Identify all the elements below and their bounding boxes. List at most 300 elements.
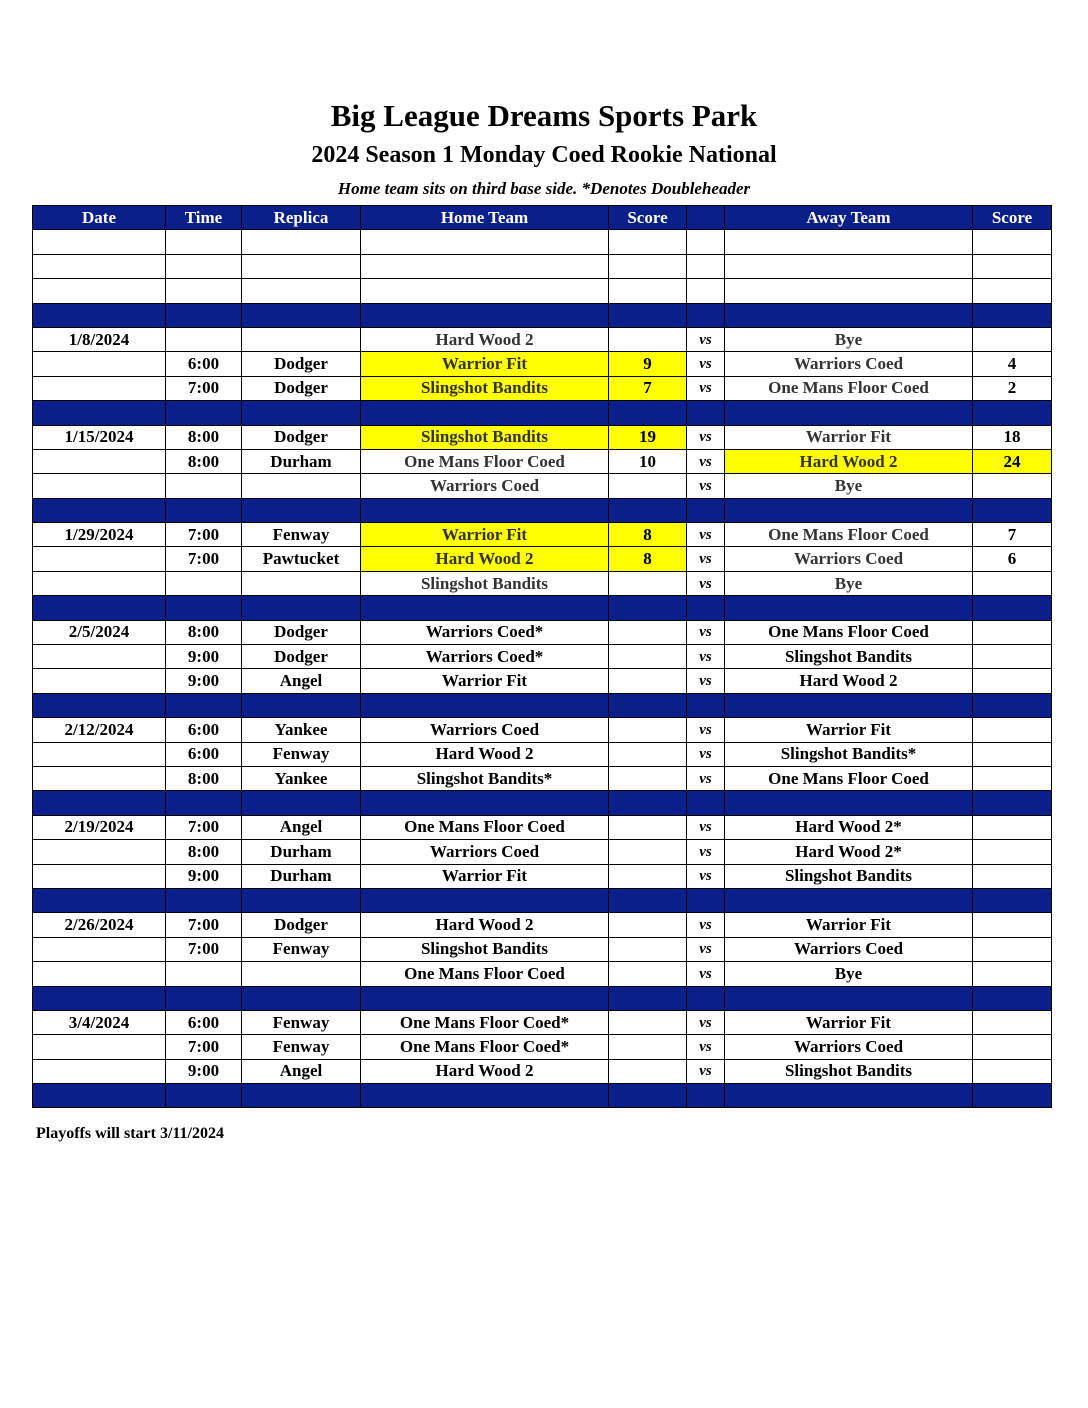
vs-cell: vs	[687, 1059, 725, 1083]
away-score-cell	[973, 230, 1052, 254]
away-score-cell	[973, 498, 1052, 522]
away-team-cell: Slingshot Bandits	[725, 1059, 973, 1083]
home-team-cell: Warrior Fit	[361, 864, 609, 888]
replica-cell	[242, 254, 361, 278]
header-home-score: Score	[609, 206, 687, 230]
replica-cell: Durham	[242, 864, 361, 888]
home-team-cell	[361, 1084, 609, 1108]
home-score-cell	[609, 815, 687, 839]
away-team-cell: Hard Wood 2	[725, 449, 973, 473]
date-separator-row	[33, 596, 1052, 620]
vs-cell	[687, 596, 725, 620]
away-team-cell: One Mans Floor Coed	[725, 523, 973, 547]
date-cell: 1/29/2024	[33, 523, 166, 547]
home-team-cell: Warriors Coed	[361, 718, 609, 742]
time-cell: 7:00	[166, 1035, 242, 1059]
home-score-cell	[609, 791, 687, 815]
replica-cell	[242, 986, 361, 1010]
time-cell: 8:00	[166, 766, 242, 790]
game-row	[33, 669, 1052, 693]
time-cell	[166, 498, 242, 522]
vs-cell	[687, 254, 725, 278]
home-score-cell	[609, 693, 687, 717]
time-cell	[166, 1084, 242, 1108]
away-team-cell: Warriors Coed	[725, 937, 973, 961]
home-team-cell: Hard Wood 2	[361, 742, 609, 766]
date-cell	[33, 937, 166, 961]
away-team-cell: One Mans Floor Coed	[725, 620, 973, 644]
home-team-cell	[361, 254, 609, 278]
date-cell	[33, 498, 166, 522]
time-cell	[166, 888, 242, 912]
game-row	[33, 913, 1052, 937]
date-separator-row	[33, 303, 1052, 327]
replica-cell: Yankee	[242, 718, 361, 742]
replica-cell: Dodger	[242, 645, 361, 669]
date-separator-row	[33, 888, 1052, 912]
replica-cell	[242, 327, 361, 351]
home-score-cell: 7	[609, 376, 687, 400]
away-score-cell	[973, 645, 1052, 669]
time-cell: 7:00	[166, 913, 242, 937]
home-score-cell	[609, 571, 687, 595]
date-cell	[33, 376, 166, 400]
vs-cell: vs	[687, 327, 725, 351]
time-cell	[166, 401, 242, 425]
vs-cell	[687, 498, 725, 522]
away-score-cell	[973, 766, 1052, 790]
time-cell: 9:00	[166, 669, 242, 693]
time-cell	[166, 279, 242, 303]
blank-row	[33, 230, 1052, 254]
away-score-cell: 24	[973, 449, 1052, 473]
replica-cell	[242, 791, 361, 815]
replica-cell: Fenway	[242, 1010, 361, 1034]
time-cell: 9:00	[166, 1059, 242, 1083]
away-team-cell: Warrior Fit	[725, 718, 973, 742]
time-cell: 6:00	[166, 742, 242, 766]
header-time: Time	[166, 206, 242, 230]
home-score-cell	[609, 620, 687, 644]
game-row	[33, 523, 1052, 547]
time-cell	[166, 986, 242, 1010]
home-team-cell: Hard Wood 2	[361, 547, 609, 571]
away-score-cell: 4	[973, 352, 1052, 376]
time-cell: 6:00	[166, 1010, 242, 1034]
replica-cell: Fenway	[242, 1035, 361, 1059]
vs-cell: vs	[687, 815, 725, 839]
away-score-cell	[973, 1035, 1052, 1059]
date-cell	[33, 693, 166, 717]
replica-cell: Fenway	[242, 937, 361, 961]
home-team-cell: Warriors Coed	[361, 474, 609, 498]
time-cell: 8:00	[166, 620, 242, 644]
game-row	[33, 474, 1052, 498]
replica-cell	[242, 230, 361, 254]
home-team-cell	[361, 303, 609, 327]
away-score-cell	[973, 327, 1052, 351]
home-team-cell	[361, 401, 609, 425]
home-team-cell: Warrior Fit	[361, 523, 609, 547]
replica-cell	[242, 303, 361, 327]
time-cell: 9:00	[166, 864, 242, 888]
time-cell	[166, 474, 242, 498]
vs-cell: vs	[687, 620, 725, 644]
blank-row	[33, 279, 1052, 303]
away-team-cell	[725, 230, 973, 254]
game-row	[33, 937, 1052, 961]
vs-cell: vs	[687, 645, 725, 669]
vs-cell	[687, 693, 725, 717]
time-cell	[166, 230, 242, 254]
game-row	[33, 547, 1052, 571]
away-team-cell: Hard Wood 2*	[725, 815, 973, 839]
replica-cell: Yankee	[242, 766, 361, 790]
date-cell	[33, 766, 166, 790]
vs-cell: vs	[687, 376, 725, 400]
time-cell: 9:00	[166, 645, 242, 669]
replica-cell: Angel	[242, 815, 361, 839]
home-team-cell: Hard Wood 2	[361, 327, 609, 351]
replica-cell	[242, 962, 361, 986]
home-score-cell: 8	[609, 523, 687, 547]
home-team-cell: One Mans Floor Coed*	[361, 1035, 609, 1059]
replica-cell: Fenway	[242, 523, 361, 547]
date-cell: 2/19/2024	[33, 815, 166, 839]
vs-cell: vs	[687, 937, 725, 961]
home-team-cell: One Mans Floor Coed	[361, 962, 609, 986]
date-cell	[33, 279, 166, 303]
date-cell	[33, 449, 166, 473]
vs-cell	[687, 230, 725, 254]
game-row	[33, 1059, 1052, 1083]
date-cell	[33, 864, 166, 888]
date-cell	[33, 645, 166, 669]
away-team-cell	[725, 791, 973, 815]
time-cell: 6:00	[166, 352, 242, 376]
away-team-cell: Bye	[725, 474, 973, 498]
time-cell: 7:00	[166, 523, 242, 547]
table-header-row	[33, 206, 1052, 230]
away-team-cell	[725, 693, 973, 717]
date-separator-row	[33, 401, 1052, 425]
home-score-cell	[609, 303, 687, 327]
home-team-cell: Warriors Coed	[361, 840, 609, 864]
home-score-cell	[609, 474, 687, 498]
date-separator-row	[33, 693, 1052, 717]
home-score-cell	[609, 1010, 687, 1034]
replica-cell: Dodger	[242, 425, 361, 449]
vs-cell	[687, 303, 725, 327]
away-team-cell	[725, 254, 973, 278]
date-separator-row	[33, 498, 1052, 522]
home-team-cell: Warriors Coed*	[361, 620, 609, 644]
away-score-cell	[973, 254, 1052, 278]
vs-cell: vs	[687, 547, 725, 571]
away-score-cell	[973, 474, 1052, 498]
away-score-cell: 18	[973, 425, 1052, 449]
away-team-cell: Hard Wood 2	[725, 669, 973, 693]
time-cell: 7:00	[166, 937, 242, 961]
date-separator-row	[33, 791, 1052, 815]
away-score-cell	[973, 815, 1052, 839]
time-cell: 7:00	[166, 547, 242, 571]
home-team-cell	[361, 986, 609, 1010]
game-row	[33, 815, 1052, 839]
schedule-body	[33, 230, 1052, 1108]
home-score-cell	[609, 718, 687, 742]
home-team-cell	[361, 498, 609, 522]
vs-cell: vs	[687, 449, 725, 473]
game-row	[33, 864, 1052, 888]
vs-cell	[687, 888, 725, 912]
home-score-cell	[609, 766, 687, 790]
home-score-cell	[609, 937, 687, 961]
vs-cell: vs	[687, 840, 725, 864]
replica-cell	[242, 571, 361, 595]
time-cell	[166, 327, 242, 351]
vs-cell	[687, 791, 725, 815]
vs-cell: vs	[687, 669, 725, 693]
date-cell: 1/15/2024	[33, 425, 166, 449]
home-team-cell: One Mans Floor Coed	[361, 815, 609, 839]
home-team-cell	[361, 888, 609, 912]
home-team-cell: Slingshot Bandits	[361, 376, 609, 400]
away-score-cell: 2	[973, 376, 1052, 400]
home-score-cell	[609, 1035, 687, 1059]
page-subtitle: 2024 Season 1 Monday Coed Rookie National	[311, 142, 777, 168]
game-row	[33, 352, 1052, 376]
away-score-cell	[973, 571, 1052, 595]
blank-row	[33, 254, 1052, 278]
vs-cell: vs	[687, 766, 725, 790]
away-team-cell	[725, 888, 973, 912]
date-cell	[33, 254, 166, 278]
replica-cell: Dodger	[242, 376, 361, 400]
replica-cell: Dodger	[242, 352, 361, 376]
home-team-cell: One Mans Floor Coed*	[361, 1010, 609, 1034]
date-cell	[33, 742, 166, 766]
away-team-cell: Bye	[725, 327, 973, 351]
away-score-cell	[973, 1010, 1052, 1034]
away-team-cell: Slingshot Bandits*	[725, 742, 973, 766]
date-cell: 3/4/2024	[33, 1010, 166, 1034]
date-cell	[33, 474, 166, 498]
time-cell: 8:00	[166, 840, 242, 864]
home-score-cell	[609, 986, 687, 1010]
vs-cell: vs	[687, 718, 725, 742]
home-team-cell: Hard Wood 2	[361, 1059, 609, 1083]
time-cell: 6:00	[166, 718, 242, 742]
away-team-cell: Bye	[725, 962, 973, 986]
game-row	[33, 571, 1052, 595]
away-team-cell: Warriors Coed	[725, 352, 973, 376]
date-cell	[33, 547, 166, 571]
schedule-table	[32, 205, 1052, 1108]
game-row	[33, 376, 1052, 400]
home-score-cell: 9	[609, 352, 687, 376]
away-team-cell	[725, 303, 973, 327]
away-team-cell: Warrior Fit	[725, 1010, 973, 1034]
vs-cell: vs	[687, 1035, 725, 1059]
home-team-cell: Warrior Fit	[361, 669, 609, 693]
game-row	[33, 1010, 1052, 1034]
date-cell	[33, 1059, 166, 1083]
home-score-cell: 19	[609, 425, 687, 449]
date-cell	[33, 596, 166, 620]
away-score-cell	[973, 937, 1052, 961]
game-row	[33, 962, 1052, 986]
away-score-cell	[973, 718, 1052, 742]
home-team-cell: Slingshot Bandits	[361, 937, 609, 961]
time-cell	[166, 303, 242, 327]
home-team-cell: One Mans Floor Coed	[361, 449, 609, 473]
date-cell	[33, 1084, 166, 1108]
replica-cell: Dodger	[242, 620, 361, 644]
away-score-cell	[973, 913, 1052, 937]
date-cell	[33, 230, 166, 254]
home-team-cell	[361, 596, 609, 620]
home-team-cell: Warrior Fit	[361, 352, 609, 376]
game-row	[33, 742, 1052, 766]
vs-cell	[687, 1084, 725, 1108]
header-away-team: Away Team	[725, 206, 973, 230]
away-score-cell	[973, 693, 1052, 717]
time-cell	[166, 962, 242, 986]
date-cell: 1/8/2024	[33, 327, 166, 351]
vs-cell: vs	[687, 425, 725, 449]
date-cell	[33, 986, 166, 1010]
replica-cell: Angel	[242, 669, 361, 693]
header-date: Date	[33, 206, 166, 230]
away-team-cell	[725, 498, 973, 522]
game-row	[33, 840, 1052, 864]
home-score-cell	[609, 913, 687, 937]
home-team-cell	[361, 230, 609, 254]
date-cell	[33, 840, 166, 864]
home-score-cell	[609, 1059, 687, 1083]
away-score-cell	[973, 620, 1052, 644]
away-score-cell	[973, 840, 1052, 864]
replica-cell	[242, 474, 361, 498]
vs-cell: vs	[687, 523, 725, 547]
vs-cell: vs	[687, 474, 725, 498]
home-team-cell: Hard Wood 2	[361, 913, 609, 937]
date-cell	[33, 791, 166, 815]
home-score-cell	[609, 742, 687, 766]
time-cell	[166, 571, 242, 595]
date-cell	[33, 571, 166, 595]
home-score-cell	[609, 254, 687, 278]
home-team-cell	[361, 693, 609, 717]
away-score-cell	[973, 864, 1052, 888]
replica-cell: Durham	[242, 840, 361, 864]
vs-cell: vs	[687, 742, 725, 766]
game-row	[33, 718, 1052, 742]
header-home-team: Home Team	[361, 206, 609, 230]
vs-cell: vs	[687, 1010, 725, 1034]
away-score-cell: 6	[973, 547, 1052, 571]
header-away-score: Score	[973, 206, 1052, 230]
replica-cell: Angel	[242, 1059, 361, 1083]
time-cell	[166, 596, 242, 620]
away-team-cell: Warriors Coed	[725, 547, 973, 571]
away-score-cell	[973, 1084, 1052, 1108]
home-team-cell: Slingshot Bandits	[361, 425, 609, 449]
away-score-cell: 7	[973, 523, 1052, 547]
replica-cell: Dodger	[242, 913, 361, 937]
home-score-cell	[609, 1084, 687, 1108]
replica-cell	[242, 596, 361, 620]
away-score-cell	[973, 742, 1052, 766]
replica-cell	[242, 401, 361, 425]
home-score-cell	[609, 962, 687, 986]
date-cell: 2/12/2024	[33, 718, 166, 742]
vs-cell: vs	[687, 352, 725, 376]
away-score-cell	[973, 962, 1052, 986]
home-team-cell: Slingshot Bandits	[361, 571, 609, 595]
away-score-cell	[973, 596, 1052, 620]
home-score-cell	[609, 279, 687, 303]
home-score-cell	[609, 669, 687, 693]
date-cell	[33, 352, 166, 376]
playoffs-note: Playoffs will start 3/11/2024	[36, 1125, 224, 1142]
date-cell: 2/5/2024	[33, 620, 166, 644]
vs-cell	[687, 986, 725, 1010]
date-cell	[33, 401, 166, 425]
vs-cell: vs	[687, 571, 725, 595]
home-score-cell	[609, 840, 687, 864]
game-row	[33, 766, 1052, 790]
away-score-cell	[973, 888, 1052, 912]
away-team-cell: Slingshot Bandits	[725, 864, 973, 888]
home-score-cell	[609, 401, 687, 425]
date-cell	[33, 888, 166, 912]
vs-cell: vs	[687, 962, 725, 986]
schedule-note: Home team sits on third base side. *Denotes Doubleheader	[337, 179, 751, 198]
page-title: Big League Dreams Sports Park	[330, 98, 758, 133]
game-row	[33, 327, 1052, 351]
home-score-cell	[609, 230, 687, 254]
away-team-cell: Hard Wood 2*	[725, 840, 973, 864]
time-cell	[166, 254, 242, 278]
game-row	[33, 425, 1052, 449]
home-score-cell	[609, 645, 687, 669]
date-cell: 2/26/2024	[33, 913, 166, 937]
away-team-cell	[725, 986, 973, 1010]
away-team-cell: Warriors Coed	[725, 1035, 973, 1059]
game-row	[33, 1035, 1052, 1059]
date-cell	[33, 669, 166, 693]
home-team-cell	[361, 791, 609, 815]
away-team-cell: Warrior Fit	[725, 425, 973, 449]
away-score-cell	[973, 401, 1052, 425]
replica-cell: Fenway	[242, 742, 361, 766]
replica-cell: Pawtucket	[242, 547, 361, 571]
home-team-cell: Slingshot Bandits*	[361, 766, 609, 790]
away-team-cell: One Mans Floor Coed	[725, 376, 973, 400]
vs-cell: vs	[687, 913, 725, 937]
home-score-cell: 8	[609, 547, 687, 571]
game-row	[33, 645, 1052, 669]
home-score-cell	[609, 327, 687, 351]
away-score-cell	[973, 1059, 1052, 1083]
away-team-cell	[725, 596, 973, 620]
header-vs	[687, 206, 725, 230]
home-score-cell	[609, 888, 687, 912]
away-team-cell: Warrior Fit	[725, 913, 973, 937]
header-replica: Replica	[242, 206, 361, 230]
